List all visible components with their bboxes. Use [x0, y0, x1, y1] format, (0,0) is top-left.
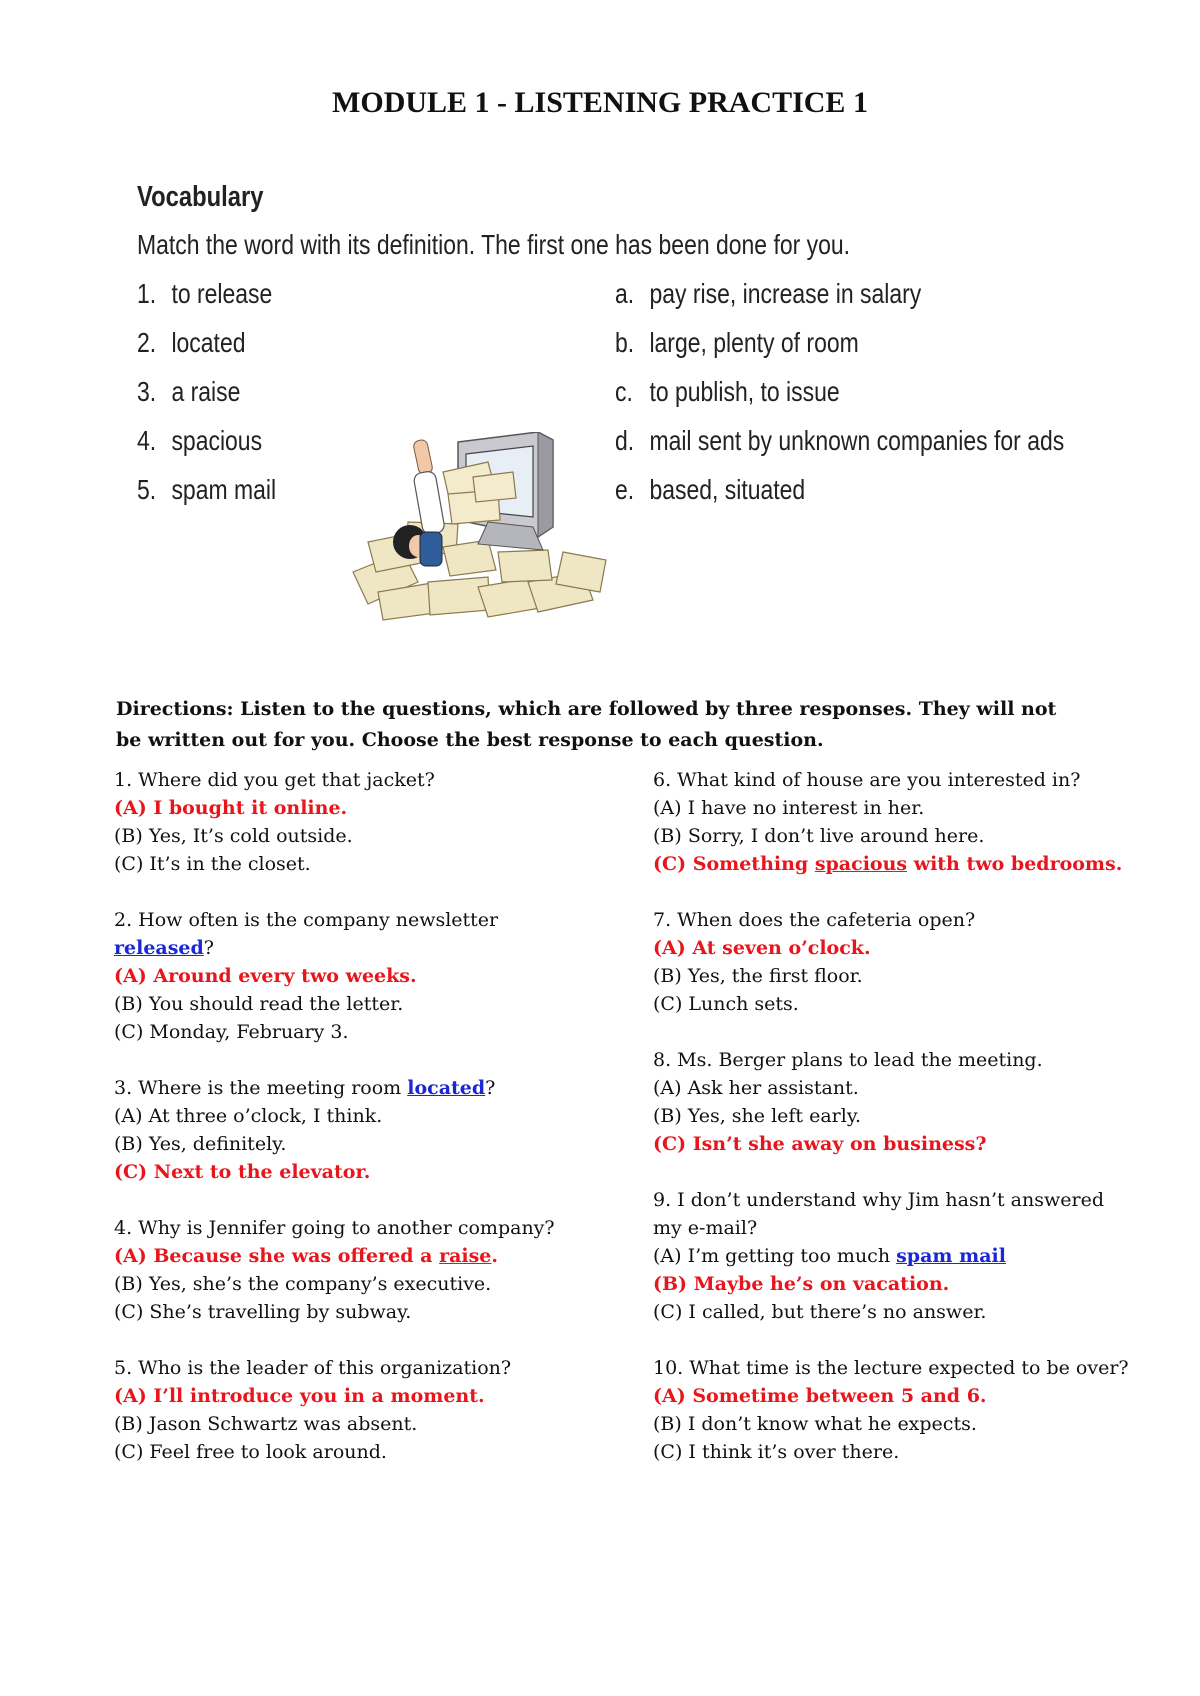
vocabulary-heading: Vocabulary — [137, 181, 264, 213]
option: (C) It’s in the closet. — [114, 853, 311, 875]
question-1 — [114, 766, 594, 878]
vocab-highlight: released — [114, 937, 204, 959]
question-8 — [653, 1046, 1133, 1158]
question-2 — [114, 906, 594, 1046]
option: (B) Yes, she left early. — [653, 1105, 862, 1127]
option: (A) At three o’clock, I think. — [114, 1105, 383, 1127]
question-text: 10. What time is the lecture expected to be over? — [653, 1357, 1129, 1379]
question-text: 2. How often is the company newsletter released? — [114, 909, 499, 959]
option: (C) Monday, February 3. — [114, 1021, 349, 1043]
questions-column-right — [653, 766, 1133, 1494]
vocab-highlight: spacious — [814, 853, 908, 875]
vocab-word: 3. a raise — [137, 376, 241, 407]
correct-answer: (C) Next to the elevator. — [114, 1161, 371, 1183]
correct-answer: (A) I’ll introduce you in a moment. — [114, 1385, 485, 1407]
question-7 — [653, 906, 1133, 1018]
page-title: MODULE 1 - LISTENING PRACTICE 1 — [332, 86, 868, 119]
option: (B) Yes, the first floor. — [653, 965, 863, 987]
option: (B) Yes, definitely. — [114, 1133, 287, 1155]
vocab-word: 2. located — [137, 327, 246, 358]
correct-answer: (A) I bought it online. — [114, 797, 348, 819]
option: (B) Yes, It’s cold outside. — [114, 825, 353, 847]
spam-mail-illustration — [348, 432, 610, 624]
question-text: 9. I don’t understand why Jim hasn’t answered my e-mail? — [653, 1189, 1104, 1239]
option: (A) I have no interest in her. — [653, 797, 925, 819]
question-text: 6. What kind of house are you interested in? — [653, 769, 1081, 791]
question-text: 7. When does the cafeteria open? — [653, 909, 976, 931]
questions-column-left — [114, 766, 594, 1494]
option: (C) I think it’s over there. — [653, 1441, 900, 1463]
correct-answer: (A) Sometime between 5 and 6. — [653, 1385, 987, 1407]
option: (B) Yes, she’s the company’s executive. — [114, 1273, 492, 1295]
vocab-definition: d. mail sent by unknown companies for ads — [615, 425, 1065, 456]
vocab-highlight: located — [407, 1077, 486, 1099]
option: (B) Sorry, I don’t live around here. — [653, 825, 985, 847]
question-3 — [114, 1074, 594, 1186]
question-text: 4. Why is Jennifer going to another company? — [114, 1217, 555, 1239]
question-text: 5. Who is the leader of this organization? — [114, 1357, 512, 1379]
option: (C) I called, but there’s no answer. — [653, 1301, 987, 1323]
question-text: 1. Where did you get that jacket? — [114, 769, 435, 791]
question-6 — [653, 766, 1133, 878]
vocabulary-instruction: Match the word with its definition. The first one has been done for you. — [137, 229, 851, 260]
option: (C) She’s travelling by subway. — [114, 1301, 412, 1323]
question-10 — [653, 1354, 1133, 1466]
vocab-definition: c. to publish, to issue — [615, 376, 840, 407]
question-5 — [114, 1354, 594, 1466]
question-text: 3. Where is the meeting room located? — [114, 1077, 496, 1099]
question-text: 8. Ms. Berger plans to lead the meeting. — [653, 1049, 1043, 1071]
correct-answer: (B) Maybe he’s on vacation. — [653, 1273, 950, 1295]
option: (B) Jason Schwartz was absent. — [114, 1413, 418, 1435]
directions-text: Directions: Listen to the questions, which are followed by three responses. They will not be written out for you. Choose the best response to each question. — [116, 698, 1057, 751]
vocab-highlight: raise — [439, 1245, 492, 1267]
vocab-definition: e. based, situated — [615, 474, 806, 505]
option: (A) Ask her assistant. — [653, 1077, 859, 1099]
correct-answer: (A) Because she was offered a raise. — [114, 1245, 499, 1267]
vocab-definition: b. large, plenty of room — [615, 327, 859, 358]
vocab-word: 5. spam mail — [137, 474, 277, 505]
vocabulary-section — [137, 181, 1097, 505]
vocab-word: 1. to release — [137, 278, 273, 309]
option: (B) I don’t know what he expects. — [653, 1413, 977, 1435]
option: (C) Feel free to look around. — [114, 1441, 387, 1463]
option: (B) You should read the letter. — [114, 993, 404, 1015]
question-4 — [114, 1214, 594, 1326]
question-9 — [653, 1186, 1133, 1326]
correct-answer: (C) Something spacious with two bedrooms. — [653, 853, 1123, 875]
option: (C) Lunch sets. — [653, 993, 799, 1015]
vocab-highlight: spam mail — [896, 1245, 1006, 1267]
correct-answer: (A) At seven o’clock. — [653, 937, 871, 959]
correct-answer: (A) Around every two weeks. — [114, 965, 417, 987]
option: (A) I’m getting too much spam mail — [653, 1245, 1006, 1267]
vocab-definition: a. pay rise, increase in salary — [615, 278, 922, 309]
correct-answer: (C) Isn’t she away on business? — [653, 1133, 987, 1155]
vocab-word: 4. spacious — [137, 425, 263, 456]
